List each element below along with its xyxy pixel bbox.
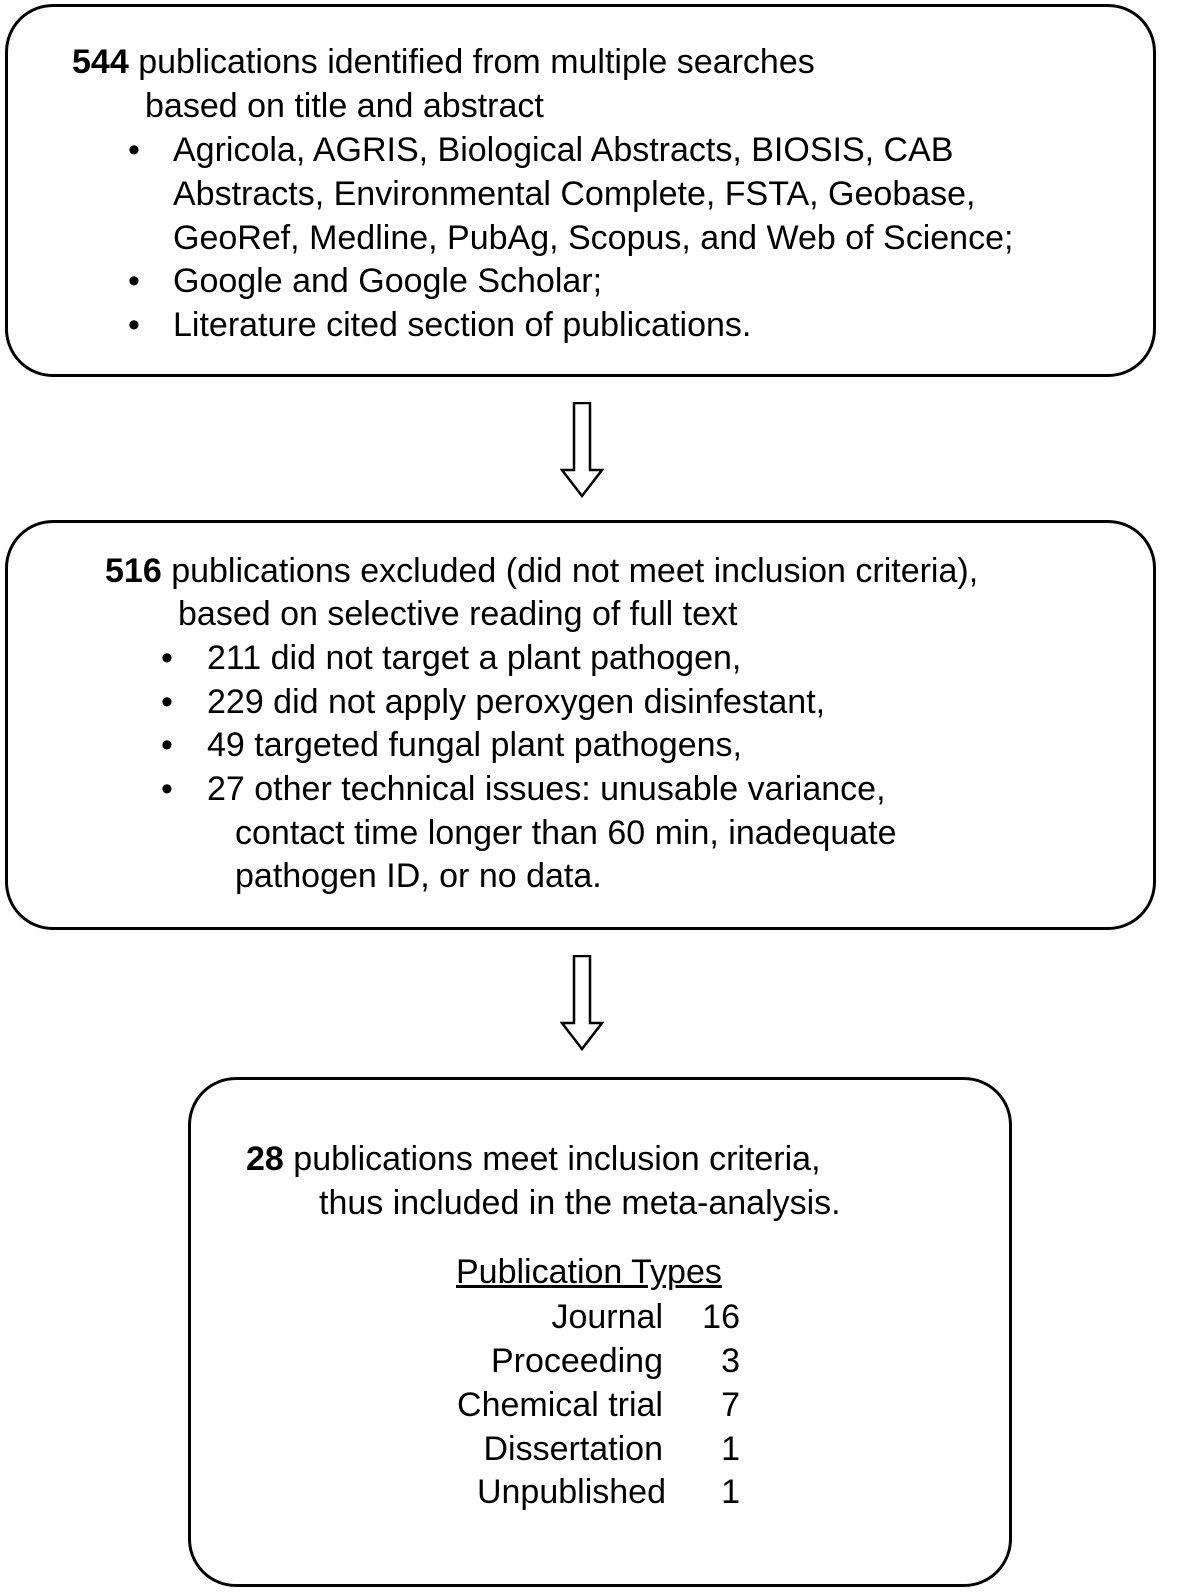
publication-type-count: 1	[721, 1430, 740, 1468]
included-subheading: thus included in the meta-analysis.	[319, 1184, 841, 1222]
publication-type-count: 16	[702, 1298, 740, 1336]
down-arrow-icon	[560, 955, 604, 1051]
bullet-icon: •	[128, 306, 140, 344]
included-count: 28	[246, 1140, 284, 1178]
down-arrow-icon	[560, 402, 604, 498]
bullet-icon: •	[128, 131, 140, 169]
list-item: 211 did not target a plant pathogen,	[207, 639, 742, 677]
identified-heading	[72, 42, 815, 82]
list-item: pathogen ID, or no data.	[235, 857, 602, 895]
bullet-icon: •	[161, 683, 173, 721]
list-item: 229 did not apply peroxygen disinfestant,	[207, 683, 826, 721]
bullet-icon: •	[128, 262, 140, 300]
list-item: GeoRef, Medline, PubAg, Scopus, and Web of Science;	[173, 219, 1014, 257]
excluded-subheading: based on selective reading of full text	[178, 595, 738, 633]
publication-type-label: Chemical trial	[457, 1386, 663, 1424]
list-item: 49 targeted fungal plant pathogens,	[207, 726, 742, 764]
list-item: 27 other technical issues: unusable variance,	[207, 770, 886, 808]
publication-type-label: Dissertation	[483, 1430, 663, 1468]
bullet-icon: •	[161, 639, 173, 677]
publication-type-count: 7	[721, 1386, 740, 1424]
list-item: contact time longer than 60 min, inadequate	[235, 814, 897, 852]
identified-heading-text: publications identified from multiple searches	[138, 43, 815, 81]
publication-type-label: Journal	[551, 1298, 663, 1336]
excluded-heading	[105, 551, 978, 591]
bullet-icon: •	[161, 726, 173, 764]
identified-subheading: based on title and abstract	[145, 87, 544, 125]
list-item: Abstracts, Environmental Complete, FSTA, Geobase,	[173, 175, 976, 213]
list-item: Agricola, AGRIS, Biological Abstracts, BIOSIS, CAB	[173, 131, 954, 169]
list-item: Google and Google Scholar;	[173, 262, 603, 300]
publication-types-heading: Publication Types	[456, 1253, 722, 1291]
excluded-heading-text: publications excluded (did not meet inclusion criteria),	[171, 552, 979, 590]
identified-count: 544	[72, 43, 129, 81]
included-heading-text: publications meet inclusion criteria,	[293, 1140, 821, 1178]
publication-type-label: Unpublished	[476, 1473, 666, 1511]
excluded-count: 516	[105, 552, 162, 590]
publication-type-label: Proceeding	[490, 1342, 663, 1380]
publication-type-count: 3	[721, 1342, 740, 1380]
list-item: Literature cited section of publications.	[173, 306, 752, 344]
included-heading	[246, 1139, 821, 1179]
bullet-icon: •	[161, 770, 173, 808]
publication-type-count: 1	[721, 1473, 740, 1511]
